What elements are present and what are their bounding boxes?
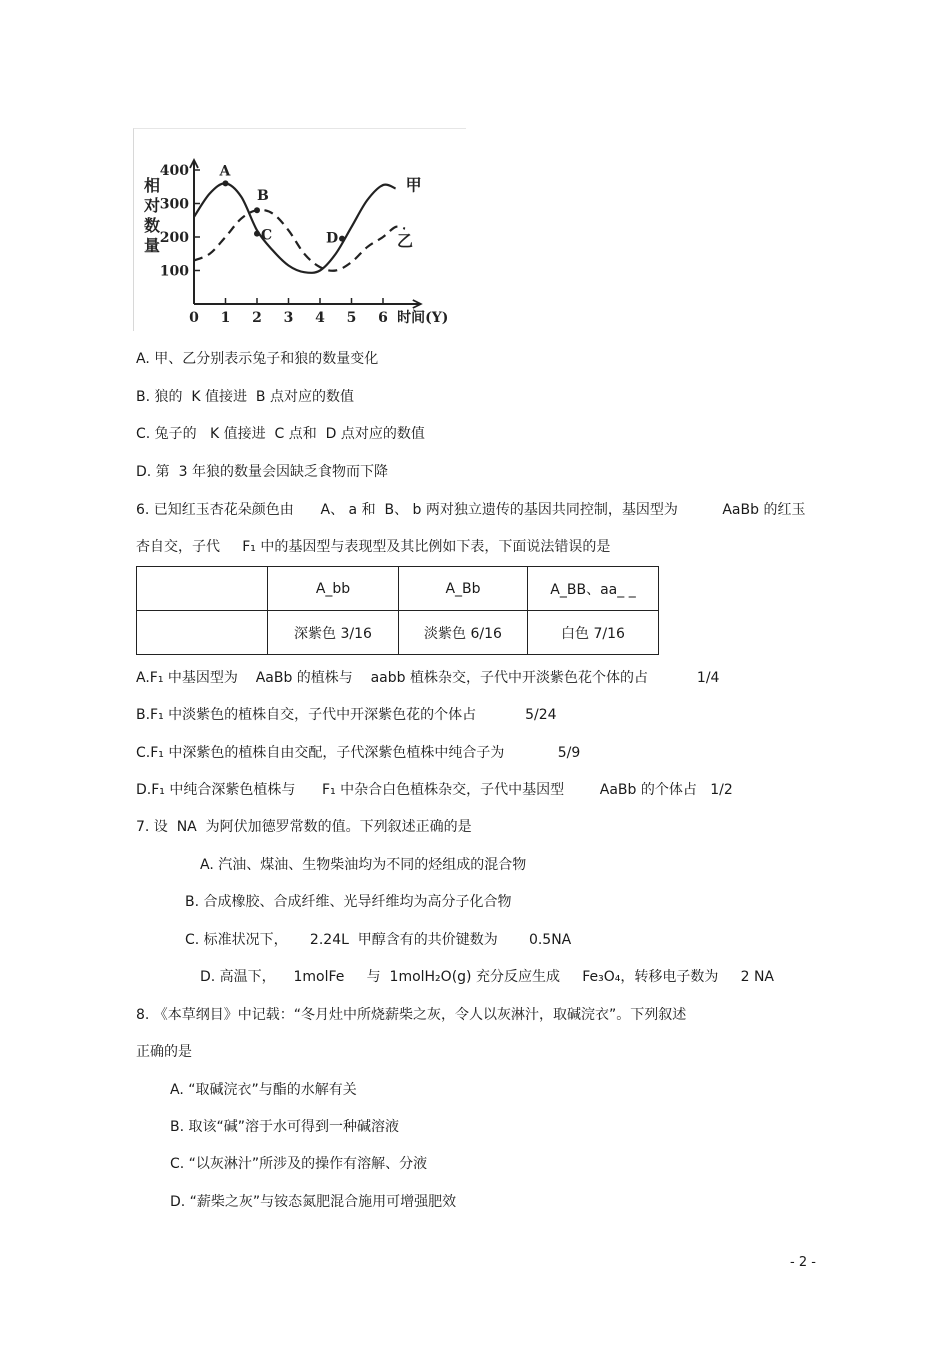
- point-marker: [339, 236, 345, 242]
- point-marker: [254, 231, 260, 237]
- y-axis-label: 数: [143, 216, 161, 235]
- table-cell: A_BB、aa_ _: [528, 567, 659, 611]
- table-row: [137, 611, 659, 655]
- q6-option-a: A.F₁ 中基因型为 AaBb 的植株与 aabb 植株杂交，子代中开淡紫色花个体的占 1/4: [136, 670, 720, 686]
- q8-option-a: A. “取碱浣衣”与酯的水解有关: [170, 1082, 357, 1098]
- q7-option-a: A. 汽油、煤油、生物柴油均为不同的烃组成的混合物: [200, 857, 527, 873]
- q5-option-d: D. 第 3 年狼的数量会因缺乏食物而下降: [136, 464, 388, 480]
- x-tick-label: 4: [315, 310, 325, 326]
- x-tick-label: 2: [252, 310, 262, 326]
- q5-option-c: C. 兔子的 K 值接进 C 点和 D 点对应的数值: [136, 426, 425, 442]
- y-tick-label: 300: [159, 196, 189, 213]
- table-cell: [137, 611, 268, 655]
- q6-stem-line2: 杏自交，子代 F₁ 中的基因型与表现型及其比例如下表，下面说法错误的是: [136, 539, 611, 555]
- point-label: B: [257, 188, 269, 205]
- x-tick-label: 0: [189, 310, 199, 326]
- y-axis-label: 对: [143, 196, 161, 215]
- page-number: - 2 -: [790, 1255, 816, 1270]
- point-marker: [223, 180, 229, 186]
- table-cell: 深紫色 3/16: [268, 611, 399, 655]
- point-label: D: [326, 230, 339, 247]
- x-tick-label: 3: [283, 310, 294, 326]
- x-tick-label: 6: [378, 310, 388, 326]
- q6-option-c: C.F₁ 中深紫色的植株自由交配，子代深紫色植株中纯合子为 5/9: [136, 745, 581, 761]
- q5-option-a: A. 甲、乙分别表示兔子和狼的数量变化: [136, 351, 379, 367]
- series-jia-line: [194, 183, 396, 272]
- population-chart: [133, 128, 466, 331]
- y-axis-label: 相: [143, 176, 161, 195]
- q8-option-c: C. “以灰淋汁”所涉及的操作有溶解、分液: [170, 1156, 428, 1172]
- q6-stem-line1: 6. 已知红玉杏花朵颜色由 A、 a 和 B、 b 两对独立遗传的基因共同控制，基因型为 AaBb 的红玉: [136, 502, 806, 518]
- series-label: 甲: [405, 175, 422, 195]
- y-tick-label: 100: [159, 263, 189, 280]
- table-cell: [137, 567, 268, 611]
- x-tick-label: 5: [346, 310, 357, 326]
- chart-svg: [134, 129, 466, 331]
- table-cell: A_bb: [268, 567, 399, 611]
- table-cell: A_Bb: [399, 567, 528, 611]
- q7-option-b: B. 合成橡胶、合成纤维、光导纤维均为高分子化合物: [185, 894, 512, 910]
- point-label: C: [261, 227, 273, 244]
- q7-option-c: C. 标准状况下， 2.24L 甲醇含有的共价键数为 0.5NA: [185, 932, 572, 948]
- y-tick-label: 200: [159, 230, 189, 246]
- table-cell: 白色 7/16: [528, 611, 659, 655]
- genotype-table: [136, 566, 659, 655]
- series-label: 乙: [397, 231, 414, 251]
- y-axis-label: 量: [143, 236, 161, 255]
- q6-option-b: B.F₁ 中淡紫色的植株自交，子代中开深紫色花的个体占 5/24: [136, 707, 557, 723]
- q7-stem: 7. 设 NA 为阿伏加德罗常数的值。下列叙述正确的是: [136, 819, 472, 835]
- q7-option-d: D. 高温下， 1molFe 与 1molH₂O(g) 充分反应生成 Fe₃O₄，转移电子数为 2 NA: [200, 969, 775, 985]
- q6-option-d: D.F₁ 中纯合深紫色植株与 F₁ 中杂合白色植株杂交，子代中基因型 AaBb 的个体占 1/2: [136, 782, 733, 798]
- point-label: A: [219, 163, 231, 180]
- y-tick-label: 400: [159, 163, 189, 179]
- table-row: [137, 567, 659, 611]
- q8-stem-line1: 8. 《本草纲目》中记载：“冬月灶中所烧薪柴之灰，令人以灰淋汁，取碱浣衣”。下列叙述: [136, 1007, 687, 1023]
- q5-option-b: B. 狼的 K 值接进 B 点对应的数值: [136, 389, 354, 405]
- series-yi-line: [194, 210, 405, 271]
- x-tick-label: 1: [220, 310, 231, 326]
- q8-option-b: B. 取该“碱”溶于水可得到一种碱溶液: [170, 1119, 400, 1135]
- q8-stem-line2: 正确的是: [136, 1044, 192, 1060]
- x-axis-label: 时间(Y): [397, 310, 449, 326]
- point-marker: [254, 207, 260, 213]
- table-cell: 淡紫色 6/16: [399, 611, 528, 655]
- q8-option-d: D. “薪柴之灰”与铵态氮肥混合施用可增强肥效: [170, 1194, 457, 1210]
